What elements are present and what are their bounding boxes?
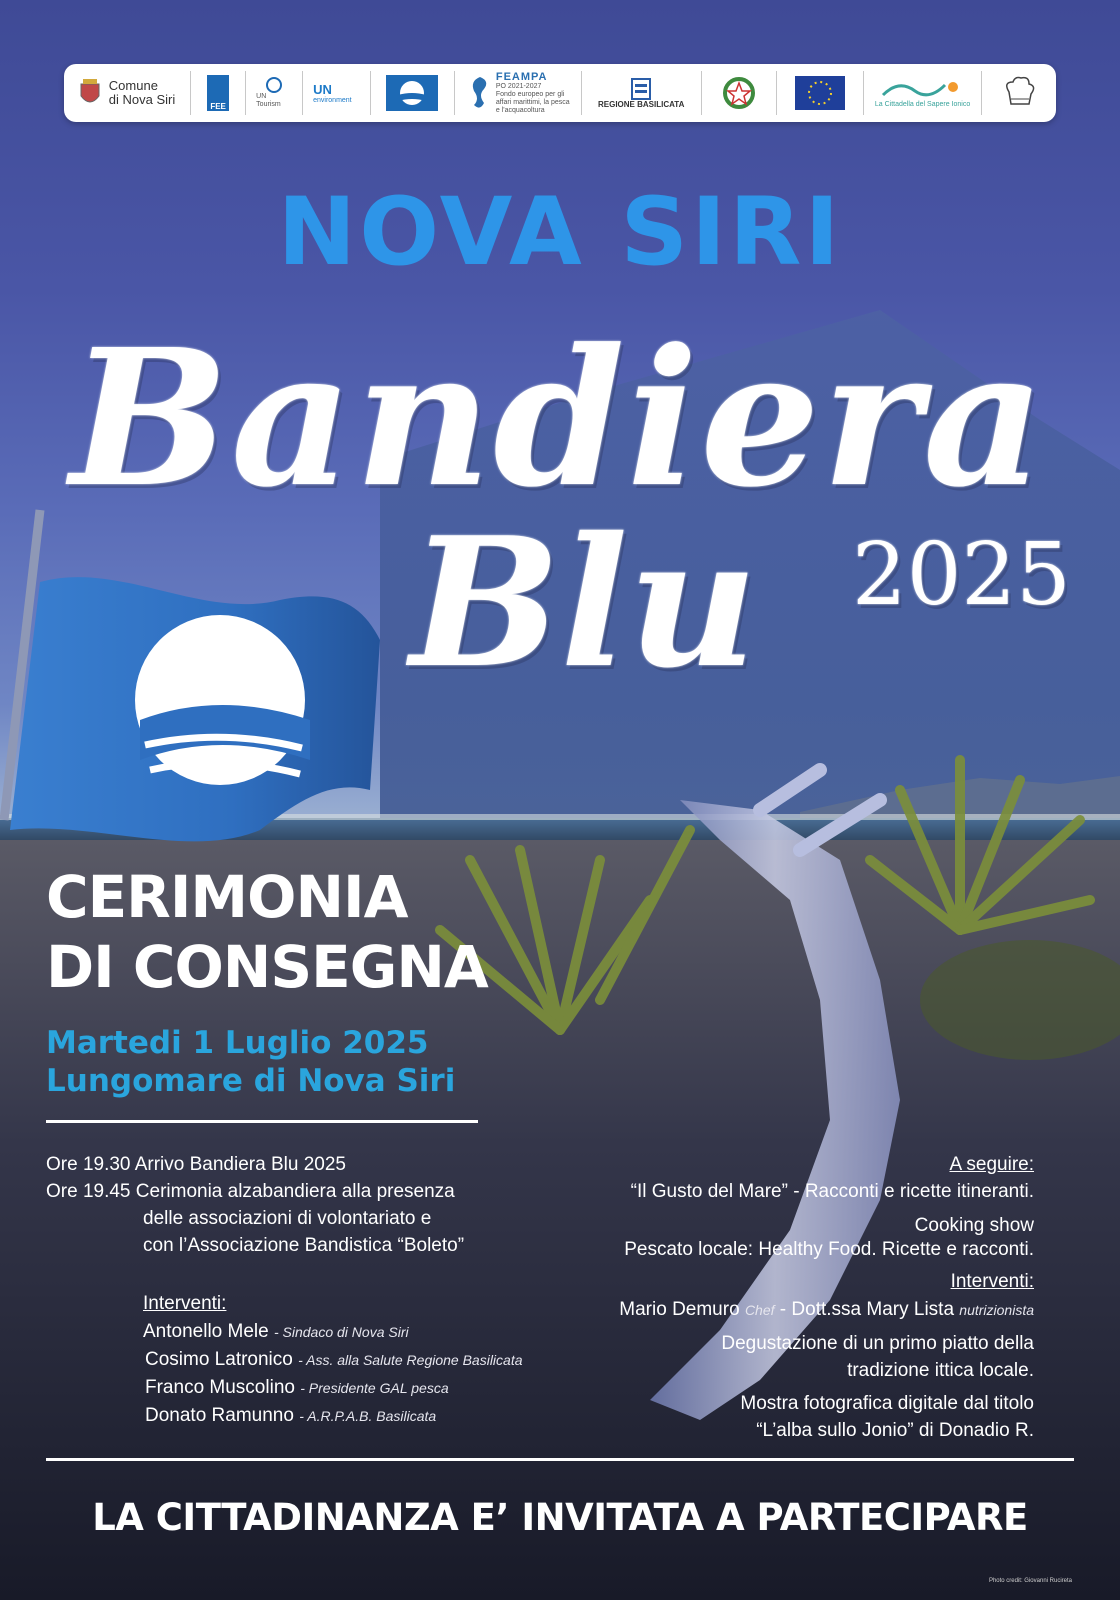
un-env-label1: UN [313, 81, 332, 97]
program-line-1945: Ore 19.45 Cerimonia alzabandiera alla presenza [46, 1181, 455, 1202]
fee-label: FEE [207, 75, 229, 111]
script-title-blu: Blu [410, 498, 758, 707]
coat-of-arms-icon [79, 78, 101, 108]
speaker-name: Cosimo Latronico [145, 1349, 293, 1370]
speaker-role: - Presidente GAL pesca [300, 1380, 449, 1396]
un-tourism-icon [266, 77, 282, 93]
ceremony-line2: DI CONSEGNA [46, 933, 488, 1001]
tradizione-line: tradizione ittica locale. [847, 1360, 1034, 1381]
sponsor-logo-bar [64, 64, 1056, 122]
gusto-del-mare-line: “Il Gusto del Mare” - Racconti e ricette itineranti. [630, 1181, 1034, 1202]
eu-flag-icon [795, 76, 845, 110]
logo-gal [864, 71, 982, 115]
gal-wave-icon [879, 77, 967, 101]
feampa-title: FEAMPA [495, 71, 548, 83]
logo-un-tourism [246, 71, 303, 115]
chef-nutri-line [619, 1296, 1034, 1324]
regione-label: REGIONE BASILICATA [598, 99, 685, 109]
pescato-locale-line: Pescato locale: Healthy Food. Ricette e racconti. [624, 1239, 1034, 1260]
photo-credit: Photo credit: Giovanni Rucireta [988, 1578, 1072, 1584]
chef-hat-icon [999, 74, 1039, 112]
logo-chef-hat [982, 71, 1056, 115]
regione-shield-icon [631, 78, 651, 100]
logo-blue-flag [371, 71, 455, 115]
feampa-sub4: e l'acquacoltura [495, 107, 545, 114]
blue-flag-icon [386, 75, 438, 111]
nutri-role: nutrizionista [959, 1302, 1034, 1318]
divider-long [46, 1458, 1074, 1461]
logo-feampa [455, 71, 582, 115]
logo-repubblica-italiana [702, 71, 777, 115]
speaker-name: Franco Muscolino [145, 1377, 295, 1398]
gal-sub-label: La Cittadella del Sapere Ionico [874, 101, 971, 108]
speaker-name: Donato Ramunno [145, 1405, 294, 1426]
degustazione-line: Degustazione di un primo piatto della [721, 1333, 1034, 1354]
event-place: Lungomare di Nova Siri [46, 1063, 456, 1099]
script-title-bandiera: Bandiera [70, 308, 1047, 529]
italian-emblem-icon [723, 75, 755, 111]
speaker-role: - Ass. alla Salute Regione Basilicata [298, 1352, 523, 1368]
seahorse-icon [466, 75, 492, 111]
feampa-sub3: affari marittimi, la pesca [495, 99, 570, 106]
chef-name: Mario Demuro [619, 1299, 740, 1320]
comune-line2: di Nova Siri [108, 92, 176, 107]
ceremony-line1: CERIMONIA [46, 863, 408, 931]
event-date: Martedi 1 Luglio 2025 [46, 1025, 429, 1061]
logo-un-environment [303, 71, 371, 115]
feampa-sub2: Fondo europeo per gli [495, 91, 565, 98]
un-tourism-label: UN Tourism [256, 93, 281, 108]
mostra-line: Mostra fotografica digitale dal titolo [740, 1393, 1034, 1414]
script-title-year: 2025 [852, 525, 1071, 625]
speaker-row [145, 1346, 523, 1374]
interventi-label-right: Interventi: [950, 1271, 1034, 1292]
logo-european-union [777, 71, 865, 115]
speaker-row [145, 1374, 449, 1402]
main-title: NOVA SIRI [277, 178, 843, 287]
program-line-associazioni: delle associazioni di volontariato e [143, 1208, 432, 1229]
un-env-label2: environment [313, 96, 352, 104]
feampa-sub1: PO 2021-2027 [495, 83, 542, 90]
divider-short [46, 1120, 478, 1123]
speaker-row [145, 1402, 436, 1430]
program-line-bandistica: con l’Associazione Bandistica “Boleto” [143, 1235, 465, 1256]
speaker-row [143, 1318, 409, 1346]
logo-regione-basilicata [582, 71, 702, 115]
speaker-role: - Sindaco di Nova Siri [273, 1324, 409, 1340]
speaker-name: Antonello Mele [143, 1321, 269, 1342]
program-line-1930: Ore 19.30 Arrivo Bandiera Blu 2025 [46, 1154, 346, 1175]
comune-line1: Comune [108, 78, 158, 93]
invitation-footer: LA CITTADINANZA E’ INVITATA A PARTECIPARE [92, 1496, 1028, 1539]
interventi-label-left: Interventi: [143, 1293, 227, 1314]
alba-line: “L’alba sullo Jonio” di Donadio R. [756, 1420, 1034, 1441]
chef-role: Chef [744, 1302, 775, 1318]
logo-fee [191, 71, 246, 115]
nutri-name: - Dott.ssa Mary Lista [779, 1299, 955, 1320]
a-seguire-label: A seguire: [949, 1154, 1034, 1175]
speaker-role: - A.R.P.A.B. Basilicata [299, 1408, 437, 1424]
cooking-show-line: Cooking show [914, 1215, 1034, 1236]
logo-comune-nova-siri [64, 71, 191, 115]
